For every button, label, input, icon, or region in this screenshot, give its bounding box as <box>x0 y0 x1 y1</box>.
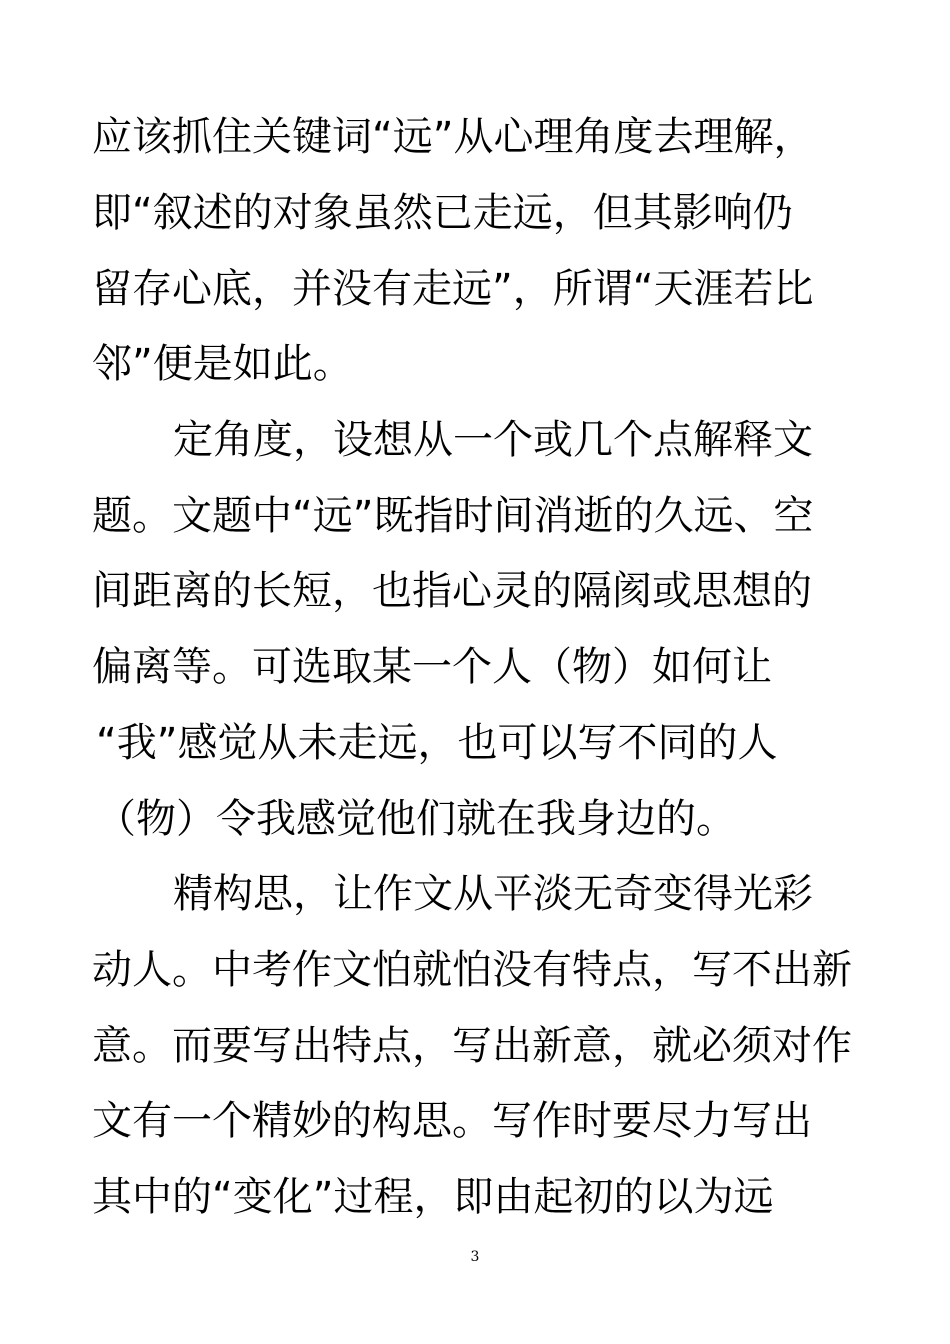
text-line: 动人。中考作文怕就怕没有特点，写不出新 <box>92 947 852 993</box>
text-line: 题。文题中“远”既指时间消逝的久远、空 <box>92 493 814 539</box>
text-line: 间距离的长短，也指心灵的隔阂或思想的 <box>92 568 812 614</box>
text-line: （物）令我感觉他们就在我身边的。 <box>96 796 736 842</box>
text-line: 意。而要写出特点，写出新意，就必须对作 <box>92 1023 852 1069</box>
text-line: “我”感觉从未走远，也可以写不同的人 <box>96 720 778 766</box>
text-line: 其中的“变化”过程，即由起初的以为远 <box>92 1174 774 1220</box>
text-line: 邻”便是如此。 <box>92 341 353 387</box>
text-line: 留存心底，并没有走远”，所谓“天涯若比 <box>92 266 814 312</box>
text-line: 文有一个精妙的构思。写作时要尽力写出 <box>92 1098 812 1144</box>
paragraph-first-line: 定角度，设想从一个或几个点解释文 <box>173 417 813 463</box>
text-line: 偏离等。可选取某一个人（物）如何让 <box>92 644 772 690</box>
page-number: 3 <box>470 1249 480 1265</box>
text-line: 应该抓住关键词“远”从心理角度去理解， <box>92 114 814 160</box>
text-line: 即“叙述的对象虽然已走远，但其影响仍 <box>92 190 793 236</box>
paragraph-first-line: 精构思，让作文从平淡无奇变得光彩 <box>173 871 813 917</box>
